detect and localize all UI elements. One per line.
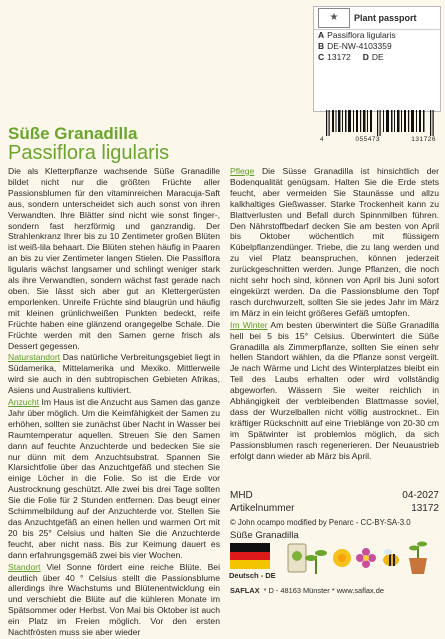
short-name: Süße Granadilla bbox=[230, 530, 299, 541]
pot-icon bbox=[409, 542, 427, 575]
product-title: Süße Granadilla bbox=[8, 124, 138, 143]
right-column bbox=[230, 166, 439, 462]
latin-name: Passiflora ligularis bbox=[8, 142, 170, 164]
naturstandort-heading: Naturstandort bbox=[8, 352, 61, 363]
flower-icon bbox=[356, 548, 376, 568]
footer-address: * D - 48163 Münster * www.saflax.de bbox=[263, 586, 384, 595]
passport-d: DE bbox=[371, 52, 384, 62]
artikel-value: 13172 bbox=[411, 503, 439, 514]
footer bbox=[230, 586, 439, 595]
barcode: 4 055473 131726 bbox=[320, 110, 436, 146]
sun-icon bbox=[333, 549, 351, 567]
german-flag-icon bbox=[230, 543, 270, 569]
standort-heading: Standort bbox=[8, 561, 41, 572]
passport-c: 13172 bbox=[327, 52, 351, 62]
plant-icon bbox=[305, 550, 327, 574]
naturstandort-text: Das natürliche Verbreitungsgebiet liegt in Südamerika, Mittelamerika und Mexiko. Mittlerweile wird sie auch in den subtropischen Gebieten Afrikas, Asiens und Australiens kultiviert. bbox=[8, 352, 220, 396]
product-info bbox=[230, 490, 439, 516]
eu-flag-icon: ★ bbox=[318, 8, 350, 28]
winter-heading: Im Winter bbox=[230, 319, 268, 330]
certification-logos bbox=[286, 536, 438, 580]
pflege-text: Die Süsse Granadilla ist hinsichtlich der Bodenqualität genügsam. Halten Sie die Erde stets feucht, aber vermeiden Sie Staunässe und allzu kalkhaltiges Gießwasser. Starke Trockenheit kann zu Blattverlusten und Befall durch Spinnmilben führen. Den Nährstoffbedarf decken Sie am besten von April bis Oktober wöchentlich mit flüssigem Kübelpflanzendünger. Triebe, die zu lang werden und zu viel Platz beanspruchen, können jederzeit zurückgeschnitten werden. Junge Pflanzen, die noch nicht sehr hoch sind, können von April bis Juni sofort eingekürzt werden. Da die Passionsblume den Topf rasch durchwurzelt, sollten Sie sie jedes Jahr im März im März in ein leicht größeres Gefäß umtopfen. bbox=[230, 166, 439, 318]
plant-passport: ★ Plant passport A Passiflora ligularis B DE-NW-4103359 C 13172 D DE bbox=[313, 6, 441, 112]
intro-text: Die als Kletterpflanze wachsende Süße Granadille bildet nicht nur die größten Früchte aller Passionsblumen für den vitaminreichen Maracuja-Saft aus, sondern unterscheidet sich auch sonst von ihren Verwandten. Ihre Blätter sind nicht wie sonst finger-, sondern fast herzförmig und ganzrandig. Der Strahlenkranz Ihrer bis zu 10 Zentimeter großen Blüten ist weiß-lila behaart. Die Blüten stehen häufig in Paaren an bis zu vier Zentimeter langen Stielen. Die Passiflora ligularis wächst langsamer und schlingt weniger stark als ihre Verwandten, sondern wächst fast gerade nach oben. Sie lässt sich aber gut an Klettergerüsten emporlenken. Unreife Früchte sind blaugrün und häufig mit kleinen grünlichweißen Punkten bedeckt, reife Früchte haben eine glänzend orangegelbe Schale. Die Früchte werden mit den Samen gerne frisch als Dessert gegessen. bbox=[8, 166, 220, 351]
left-column bbox=[8, 166, 220, 639]
barcode-icon bbox=[326, 110, 434, 136]
passport-title: Plant passport bbox=[354, 13, 417, 23]
standort-text: Viel Sonne fördert eine reiche Blüte. Bei deutlich über 40 ° Celsius stellt die Passionsblume allerdings ihre Wachstums und Blütenentwicklung ein und verschiebt die Blüte auf die kühleren Monate im Spätsommer oder Herbst. Von Mai bis Oktober ist auch ein Platz im Freien möglich. Vor den ersten Nachtfrösten muss sie aber wieder bbox=[8, 561, 220, 638]
artikel-label: Artikelnummer bbox=[230, 503, 295, 514]
language-label: Deutsch - DE bbox=[229, 571, 276, 580]
seed-packet-icon bbox=[288, 544, 306, 572]
image-credit: © John ocampo modified by Penarc - CC-BY-SA-3.0 bbox=[230, 518, 411, 527]
bee-icon bbox=[383, 549, 399, 566]
anzucht-text: Im Haus ist die Anzucht aus Samen das ganze Jahr über möglich. Um die Keimfähigkeit der Samen zu erhöhen, sollten sie zunächst über Nacht in Wasser bei Raumtemperatur aquellen. Streuen Sie den Samen dann auf feuchte Anzuchterde und bedecken Sie sie nur dünn mit dem Anzuchtsubstrat. Spannen Sie Klarsichtfolie über das Anzuchtgefäß und stechen Sie einige Löcher in die Folie. So ist die Erde vor Austrocknung geschützt. Alle zwei bis drei Tage sollten Sie die Folie für 2 Stunden entfernen. Das beugt einer Schimmelbildung auf der Anzuchterde vor. Stellen Sie das Anzuchtgefäß an einen hellen und warmen Ort mit 20 bis 25° Celsius und halten Sie die Anzuchterde feucht, aber nicht nass. Bis zur Keimung dauert es dann erfahrungsgemäß zwei bis vier Wochen. bbox=[8, 397, 220, 560]
winter-text: Am besten überwintert die Süße Granadilla hell bei 5 bis 15° Celsius. Überwintert die Süße Granadilla als Zimmerpflanze, sollten Sie einen sehr hellen Standort wählen, da die Pflanze sonst vergeilt. Je nach Wärme und Licht des Winterplatzes bleibt ein Teil des Laubs erhalten oder wird vollständig abgeworfen. Wässern Sie weiter reichlich in Abhängigkeit der verbleibenden Blattmasse soviel, dass der Wurzelballen nicht völlig austrocknet.. Ein kräftiger Rückschnitt auf eine Trieblänge von 20-30 cm im Spätwinter ist problemlos möglich, da sich Passionsblumen rasch regenerieren. Der Neuaustrieb erfolgt dann wieder ab März bis April. bbox=[230, 319, 439, 461]
passport-b: DE-NW-4103359 bbox=[327, 41, 392, 51]
mhd-label: MHD bbox=[230, 490, 253, 501]
mhd-value: 04-2027 bbox=[402, 490, 439, 501]
anzucht-heading: Anzucht bbox=[8, 397, 40, 408]
brand-name: SAFLAX bbox=[230, 586, 260, 595]
pflege-heading: Pflege bbox=[230, 166, 255, 176]
passport-a: Passiflora ligularis bbox=[327, 30, 396, 40]
